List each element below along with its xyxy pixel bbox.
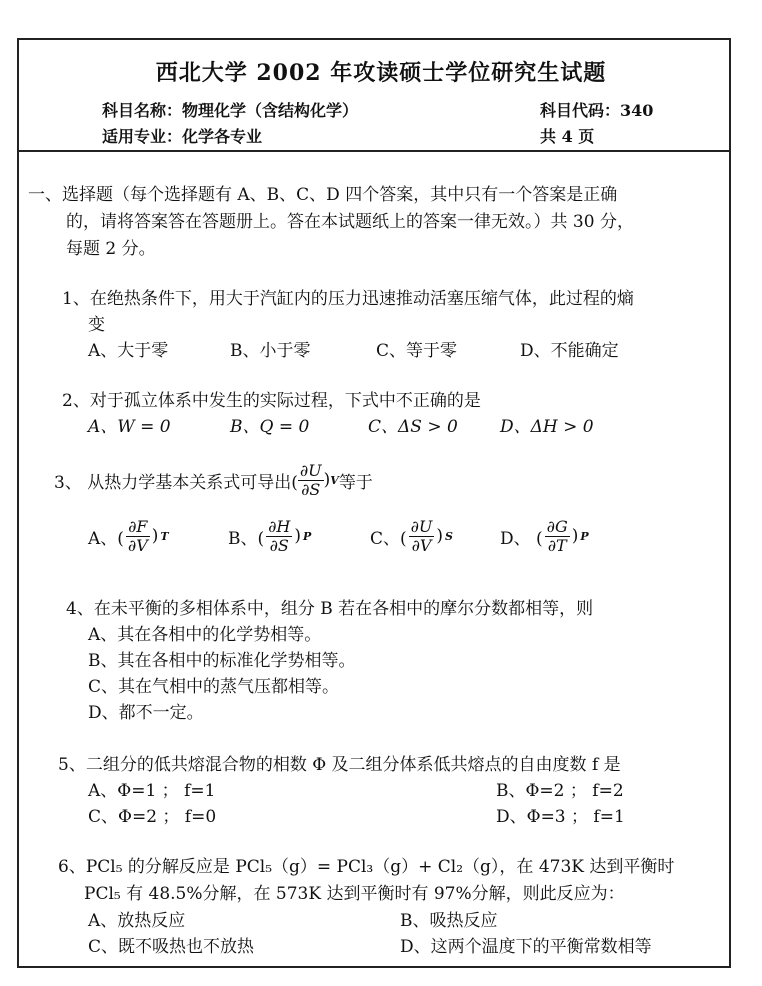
q1-option-c: C、等于零 bbox=[376, 341, 458, 361]
q6-option-d: D、这两个温度下的平衡常数相等 bbox=[400, 937, 652, 957]
applicable-major: 适用专业：化学各专业 bbox=[102, 127, 263, 146]
section-line-1: 一、选择题（每个选择题有 A、B、C、D 四个答案，其中只有一个答案是正确 bbox=[28, 185, 618, 205]
fraction-denominator: ∂T bbox=[547, 535, 567, 555]
q3-option-b: B、( $\frac{\partial H}{\partial S}$ ) P bbox=[228, 517, 312, 555]
q6-option-c: C、既不吸热也不放热 bbox=[88, 937, 255, 957]
fraction-numerator: ∂U bbox=[410, 517, 433, 536]
q4-stem: 4、在未平衡的多相体系中，组分 B 若在各相中的摩尔分数都相等，则 bbox=[66, 599, 594, 619]
q1-option-d: D、不能确定 bbox=[520, 341, 619, 361]
q3-b-label: B、( bbox=[228, 528, 265, 549]
page-frame bbox=[17, 38, 731, 968]
q3-a-fraction bbox=[126, 518, 150, 554]
fraction-numerator: ∂G bbox=[546, 517, 568, 536]
q6-stem-line-1: 6、PCl₅ 的分解反应是 PCl₅（g）= PCl₃（g）+ Cl₂（g），在 473K 达到平衡时 bbox=[58, 857, 675, 877]
q2-option-a: A、W = 0 bbox=[88, 417, 171, 437]
page-count: 共 4 页 bbox=[540, 127, 595, 146]
q3-option-a: A、( $\frac{\partial F}{\partial V}$ ) T bbox=[88, 517, 169, 555]
q5-option-d: D、Φ=3 ； f=1 bbox=[496, 807, 625, 827]
section-line-3: 每题 2 分。 bbox=[66, 239, 156, 259]
subject-name: 科目名称：物理化学（含结构化学） bbox=[102, 101, 359, 120]
q3-c-subscript: S bbox=[445, 529, 453, 543]
q3-c-label: C、( bbox=[370, 528, 407, 549]
exam-title: 西北大学 2002 年攻读硕士学位研究生试题 bbox=[155, 60, 607, 86]
fraction-numerator: ∂H bbox=[268, 517, 291, 536]
q6-option-b: B、吸热反应 bbox=[400, 911, 498, 931]
q2-option-d: D、ΔH > 0 bbox=[500, 417, 594, 437]
q3-stem-fraction bbox=[298, 462, 324, 498]
header-divider bbox=[17, 150, 731, 152]
q2-stem: 2、对于孤立体系中发生的实际过程，下式中不正确的是 bbox=[62, 391, 481, 411]
q2-option-b: B、Q = 0 bbox=[230, 417, 310, 437]
fraction-denominator: ∂V bbox=[127, 535, 148, 555]
q1-option-b: B、小于零 bbox=[230, 341, 311, 361]
section-line-2: 的，请将答案答在答题册上。答在本试题纸上的答案一律无效。）共 30 分， bbox=[66, 212, 634, 232]
q4-option-d: D、都不一定。 bbox=[88, 703, 204, 723]
q3-option-d: D、 ( $\frac{\partial G}{\partial T}$ ) P bbox=[500, 517, 589, 555]
q3-b-fraction bbox=[266, 518, 292, 554]
q5-stem: 5、二组分的低共熔混合物的相数 Φ 及二组分体系低共熔点的自由度数 f 是 bbox=[58, 755, 621, 775]
q3-a-subscript: T bbox=[160, 529, 169, 543]
q1-stem-line-2: 变 bbox=[88, 315, 105, 335]
q3-option-c: C、( $\frac{\partial U}{\partial V}$ ) S bbox=[370, 517, 453, 555]
q3-d-subscript: P bbox=[580, 529, 589, 543]
q6-stem-line-2: PCl₅ 有 48.5%分解，在 573K 达到平衡时有 97%分解，则此反应为： bbox=[84, 884, 625, 904]
q1-stem-line-1: 1、在绝热条件下，用大于汽缸内的压力迅速推动活塞压缩气体，此过程的熵 bbox=[62, 289, 634, 309]
fraction-numerator: ∂F bbox=[128, 517, 148, 536]
q4-option-b: B、其在各相中的标准化学势相等。 bbox=[88, 651, 356, 671]
fraction-denominator: ∂V bbox=[411, 535, 432, 555]
q4-option-a: A、其在各相中的化学势相等。 bbox=[88, 625, 322, 645]
fraction-numerator: ∂U bbox=[299, 461, 322, 480]
q4-option-c: C、其在气相中的蒸气压都相等。 bbox=[88, 677, 340, 697]
fraction-denominator: ∂S bbox=[269, 535, 289, 555]
subject-code: 科目代码：340 bbox=[540, 101, 654, 120]
q3-stem-tail: 等于 bbox=[338, 472, 373, 493]
q3-d-fraction bbox=[545, 518, 570, 554]
q6-option-a: A、放热反应 bbox=[88, 911, 186, 931]
q5-option-a: A、Φ=1 ； f=1 bbox=[88, 781, 216, 801]
q2-option-c: C、ΔS > 0 bbox=[368, 417, 458, 437]
q3-b-subscript: P bbox=[303, 529, 312, 543]
q1-option-a: A、大于零 bbox=[88, 341, 169, 361]
q3-d-label: D、 ( bbox=[500, 528, 543, 549]
q3-a-label: A、( bbox=[88, 528, 124, 549]
q3-stem-subscript: V bbox=[330, 473, 339, 487]
fraction-denominator: ∂S bbox=[301, 479, 321, 499]
q5-option-b: B、Φ=2 ； f=2 bbox=[496, 781, 624, 801]
q3-stem-text: 3、 从热力学基本关系式可导出( bbox=[54, 472, 298, 493]
q3-stem: 3、 从热力学基本关系式可导出( $\frac{\partial U}{\partial S}$ ) V 等于 bbox=[54, 461, 373, 499]
q5-option-c: C、Φ=2 ； f=0 bbox=[88, 807, 217, 827]
q3-c-fraction bbox=[409, 518, 435, 554]
